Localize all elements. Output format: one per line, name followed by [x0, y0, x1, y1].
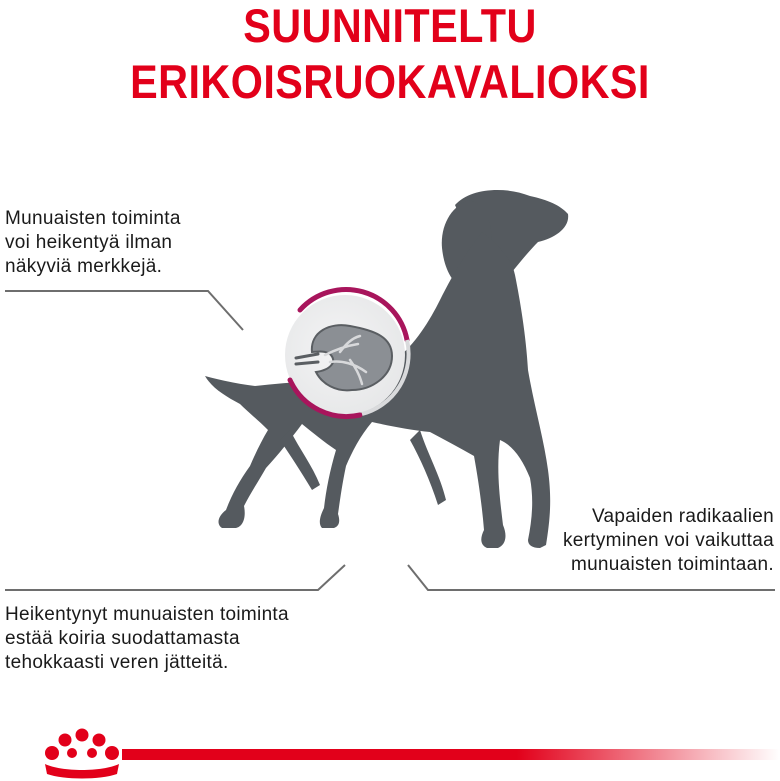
connector-top-left: [5, 291, 243, 330]
caption-bottom-left-line-3: tehokkaasti veren jätteitä.: [5, 652, 229, 673]
caption-right-line-1: Vapaiden radikaalien: [591, 506, 774, 527]
page-title-line-2: ERIKOISRUOKAVALIOKSI: [130, 55, 650, 108]
page-title-line-1: SUUNNITELTU: [243, 0, 537, 52]
connector-bottom-left: [5, 565, 345, 590]
royal-crown-logo: [45, 729, 119, 779]
kidney-zoom: [285, 289, 409, 416]
caption-top-left-line-2: voi heikentyä ilman: [5, 232, 173, 253]
caption-bottom-left-line-1: Heikentynyt munuaisten toiminta: [5, 604, 289, 625]
brand-band: [122, 749, 780, 760]
caption-right-line-2: kertyminen voi vaikuttaa: [562, 530, 774, 551]
caption-right: [563, 505, 774, 577]
caption-bottom-left-line-2: estää koiria suodattamasta: [5, 628, 240, 649]
caption-top-left-line-1: Munuaisten toiminta: [5, 208, 181, 229]
caption-top-left-line-3: näkyviä merkkejä.: [5, 256, 163, 277]
caption-top-left: [5, 207, 181, 279]
caption-right-line-3: munuaisten toimintaan.: [570, 554, 774, 575]
caption-bottom-left: [5, 603, 289, 675]
